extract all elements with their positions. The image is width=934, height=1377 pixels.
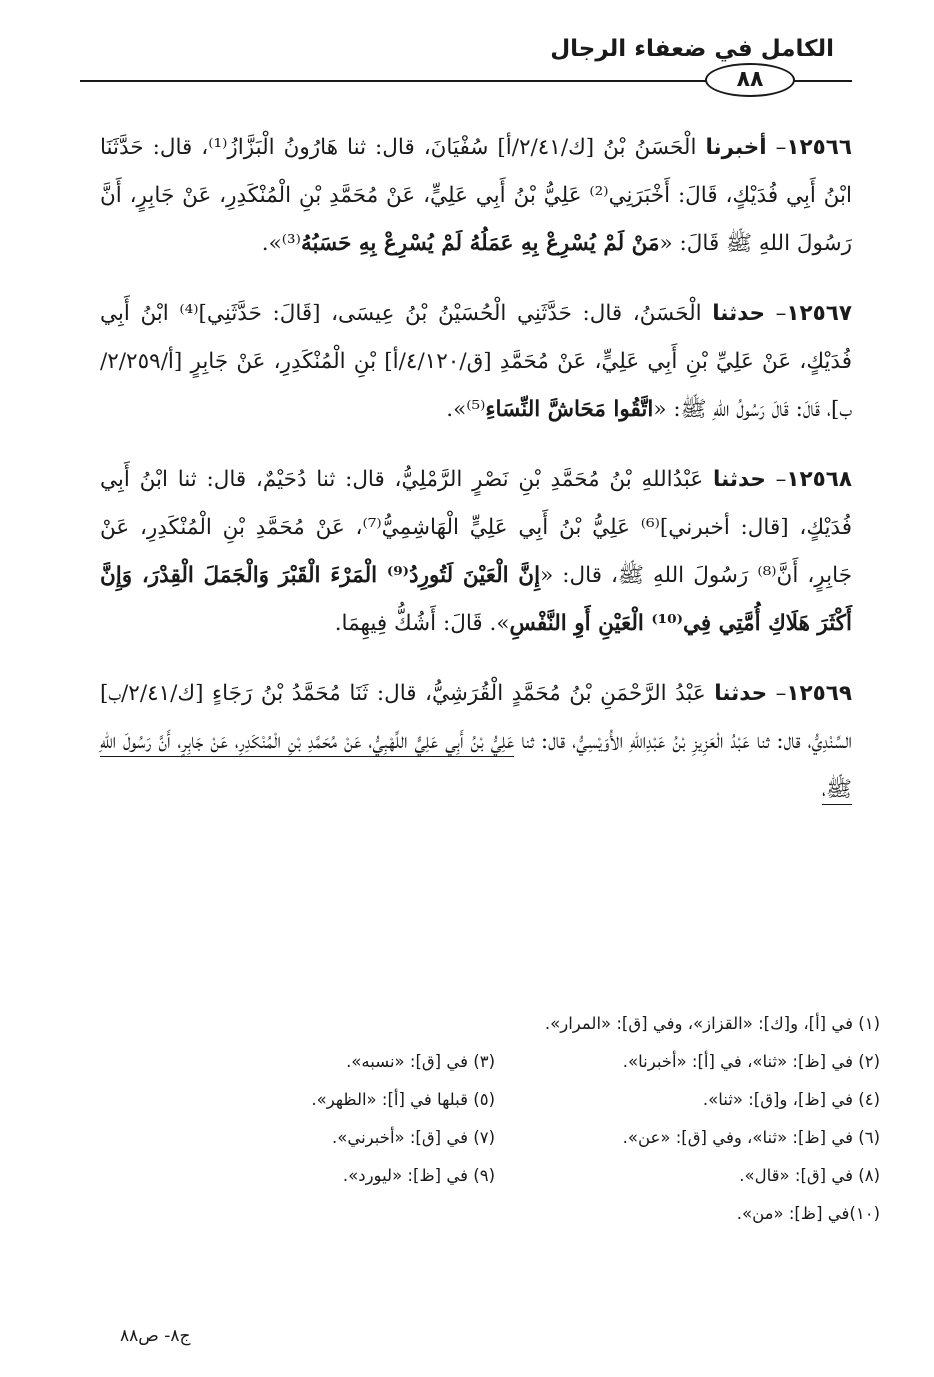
isnad-text: عَبْدُاللهِ بْنُ مُحَمَّدِ بْنِ نَصْرٍ الرَّمْلِيُّ، قال: ثنا دُحَيْمٌ، قال: ثنا ابْنُ أَبِي فُدَيْكٍ، [قال: أخبرني]⁽⁶⁾ عَلِيُّ بْنُ أَبِي عَلِيٍّ الْهَاشِمِيُّ⁽⁷⁾، عَنْ مُحَمَّدِ بْنِ الْمُنْكَدِرِ، عَنْ جَابِرٍ، أَنَّ⁽⁸⁾ رَسُولَ اللهِ ﷺ، قال: « (100, 467, 852, 588)
footnote: (٢) في [ظ]: «ثنا»، في [أ]: «أخبرنا». (622, 1051, 880, 1071)
footnote-row (100, 1194, 880, 1232)
page-number-badge: ٨٨ (705, 63, 795, 97)
hadith-number: ١٢٥٦٨ (786, 467, 852, 492)
footnotes (100, 1004, 880, 1232)
isnad-text: عَبْدُ الرَّحْمَنِ بْنُ مُحَمَّدٍ الْقُرَشِيُّ، قال: ثَنَا مُحَمَّدُ بْنُ رَجَاءٍ [ك/٢/٤١/ب] السِّنْدِيُّ، قال: ثنا عَبْدُ الْعَزِيزِ بْنُ عَبْدِاللهِ الأُوَيْسِيُّ، قال: ثنا (100, 681, 852, 754)
hadith-quote: مَنْ لَمْ يُسْرِعْ بِهِ عَمَلُهُ لَمْ يُسْرِعْ بِهِ حَسَبُهُ (300, 231, 660, 256)
hadith-number: ١٢٥٦٩ (786, 681, 852, 706)
hadith-entry: ١٢٥٦٨– حدثنا عَبْدُاللهِ بْنُ مُحَمَّدِ بْنِ نَصْرٍ الرَّمْلِيُّ، قال: ثنا دُحَيْمٌ، قال: ثنا ابْنُ أَبِي فُدَيْكٍ، [قال: أخبرني]⁽⁶⁾ عَلِيُّ بْنُ أَبِي عَلِيٍّ الْهَاشِمِيُّ⁽⁷⁾، عَنْ مُحَمَّدِ بْنِ الْمُنْكَدِرِ، عَنْ جَابِرٍ، أَنَّ⁽⁸⁾ رَسُولَ اللهِ ﷺ، قال: «إِنَّ الْعَيْنَ لَتُورِدُ⁽⁹⁾ الْمَرْءَ الْقَبْرَ وَالْجَمَلَ الْقِدْرَ، وَإِنَّ أَكْثَرَ هَلَاكِ أُمَّتِي فِي⁽¹⁰⁾ الْعَيْنِ أَوِ النَّفْسِ». قَالَ: أَشُكُّ فِيهِمَا. (100, 467, 852, 636)
hadith-number: ١٢٥٦٧ (786, 301, 853, 326)
narration-lead: حدثنا (714, 681, 768, 706)
footnote: (١٠)في [ظ]: «من». (736, 1203, 880, 1223)
footnote-row (100, 1042, 880, 1080)
page-reference: ج٨- ص٨٨ (120, 1326, 191, 1346)
hadith-entry: ١٢٥٦٦– أخبرنا الْحَسَنُ بْنُ [ك/٢/٤١/أ] سُفْيَانَ، قال: ثنا هَارُونُ الْبَزَّازُ⁽¹⁾، قال: حَدَّثَنَا ابْنُ أَبِي فُدَيْكٍ، قَالَ: أَخْبَرَنِي⁽²⁾ عَلِيُّ بْنُ أَبِي عَلِيٍّ، عَنْ مُحَمَّدِ بْنِ الْمُنْكَدِرِ، عَنْ جَابِرٍ، أَنَّ رَسُولَ اللهِ ﷺ قَالَ: «مَنْ لَمْ يُسْرِعْ بِهِ عَمَلُهُ لَمْ يُسْرِعْ بِهِ حَسَبُهُ⁽³⁾». (100, 135, 852, 256)
hadith-number: ١٢٥٦٦ (786, 135, 852, 160)
entry-tail: ». قَالَ: أَشُكُّ فِيهِمَا. (334, 611, 510, 636)
hadith-body (100, 124, 852, 836)
entry-tail: ⁽³⁾». (261, 231, 301, 256)
footnote: (٤) في [ظ]، و[ق]: «ثنا». (702, 1089, 880, 1109)
narration-lead: حدثنا (713, 467, 766, 492)
footnote: (٨) في [ق]: «قال». (739, 1165, 880, 1185)
footnote: (٣) في [ق]: «نسبه». (346, 1051, 495, 1071)
hadith-entry: ١٢٥٦٩– حدثنا عَبْدُ الرَّحْمَنِ بْنُ مُحَمَّدٍ الْقُرَشِيُّ، قال: ثَنَا مُحَمَّدُ بْنُ رَجَاءٍ [ك/٢/٤١/ب] السِّنْدِيُّ، قال: ثنا عَبْدُ الْعَزِيزِ بْنُ عَبْدِاللهِ الأُوَيْسِيُّ، قال: ثنا عَلِيُّ بْنُ أَبِي عَلِيٍّ اللِّهْبِيُّ، عَنْ مُحَمَّدِ بْنِ الْمُنْكَدِرِ، عَنْ جَابِرٍ، أَنَّ رَسُولَ اللهِ ﷺ، (100, 670, 852, 814)
hadith-quote: إِنَّ الْعَيْنَ لَتُورِدُ⁽⁹⁾ الْمَرْءَ الْقَبْرَ وَالْجَمَلَ الْقِدْرَ، وَإِنَّ أَكْثَرَ هَلَاكِ أُمَّتِي فِي⁽¹⁰⁾ الْعَيْنِ أَوِ النَّفْسِ (100, 563, 852, 636)
hadith-entry: ١٢٥٦٧– حدثنا الْحَسَنُ، قال: حَدَّثَنِي الْحُسَيْنُ بْنُ عِيسَى، [قَالَ: حَدَّثَنِي]⁽⁴⁾ ابْنُ أَبِي فُدَيْكٍ، عَنْ عَلِيِّ بْنِ أَبِي عَلِيٍّ، عَنْ مُحَمَّدِ [ق/٤/١٢٠/أ] بْنِ الْمُنْكَدِرِ، عَنْ جَابِرٍ [أ/٢/٢٥٩/ب]، قَالَ: قَالَ رَسُولُ اللهِ ﷺ: «اتَّقُوا مَحَاشَّ النِّسَاءِ⁽⁵⁾». (100, 301, 853, 422)
narration-lead: حدثنا (712, 301, 766, 326)
footnote-row (100, 1156, 880, 1194)
footnote: (٦) في [ظ]: «ثنا»، وفي [ق]: «عن». (622, 1127, 880, 1147)
footnote-row (100, 1118, 880, 1156)
entry-tail: ⁽⁵⁾». (446, 397, 486, 422)
isnad-text: الْحَسَنُ، قال: حَدَّثَنِي الْحُسَيْنُ بْنُ عِيسَى، [قَالَ: حَدَّثَنِي]⁽⁴⁾ ابْنُ أَبِي فُدَيْكٍ، عَنْ عَلِيِّ بْنِ أَبِي عَلِيٍّ، عَنْ مُحَمَّدِ [ق/٤/١٢٠/أ] بْنِ الْمُنْكَدِرِ، عَنْ جَابِرٍ [أ/٢/٢٥٩/ب]، قَالَ: قَالَ رَسُولُ اللهِ ﷺ: « (100, 301, 852, 422)
narration-lead: أخبرنا (705, 135, 767, 160)
footnote-row (100, 1080, 880, 1118)
footnote: (٥) قبلها في [أ]: «الظهر». (311, 1089, 495, 1109)
footnote: (٧) في [ق]: «أخبرني». (331, 1127, 495, 1147)
footnote: (١) في [أ]، و[ك]: «القزاز»، وفي [ق]: «المرار». (544, 1013, 880, 1033)
isnad-continuation: عَلِيُّ بْنُ أَبِي عَلِيٍّ اللِّهْبِيُّ، عَنْ مُحَمَّدِ بْنِ الْمُنْكَدِرِ، عَنْ جَابِرٍ، أَنَّ رَسُولَ اللهِ ﷺ، (100, 729, 852, 805)
footnote-row (100, 1004, 880, 1042)
footnote: (٩) في [ظ]: «ليورد». (342, 1165, 495, 1185)
isnad-text: الْحَسَنُ بْنُ [ك/٢/٤١/أ] سُفْيَانَ، قال: ثنا هَارُونُ الْبَزَّازُ⁽¹⁾، قال: حَدَّثَنَا ابْنُ أَبِي فُدَيْكٍ، قَالَ: أَخْبَرَنِي⁽²⁾ عَلِيُّ بْنُ أَبِي عَلِيٍّ، عَنْ مُحَمَّدِ بْنِ الْمُنْكَدِرِ، عَنْ جَابِرٍ، أَنَّ رَسُولَ اللهِ ﷺ قَالَ: « (100, 135, 852, 256)
hadith-quote: اتَّقُوا مَحَاشَّ النِّسَاءِ (485, 397, 654, 422)
running-title: الكامل في ضعفاء الرجال (550, 36, 834, 62)
